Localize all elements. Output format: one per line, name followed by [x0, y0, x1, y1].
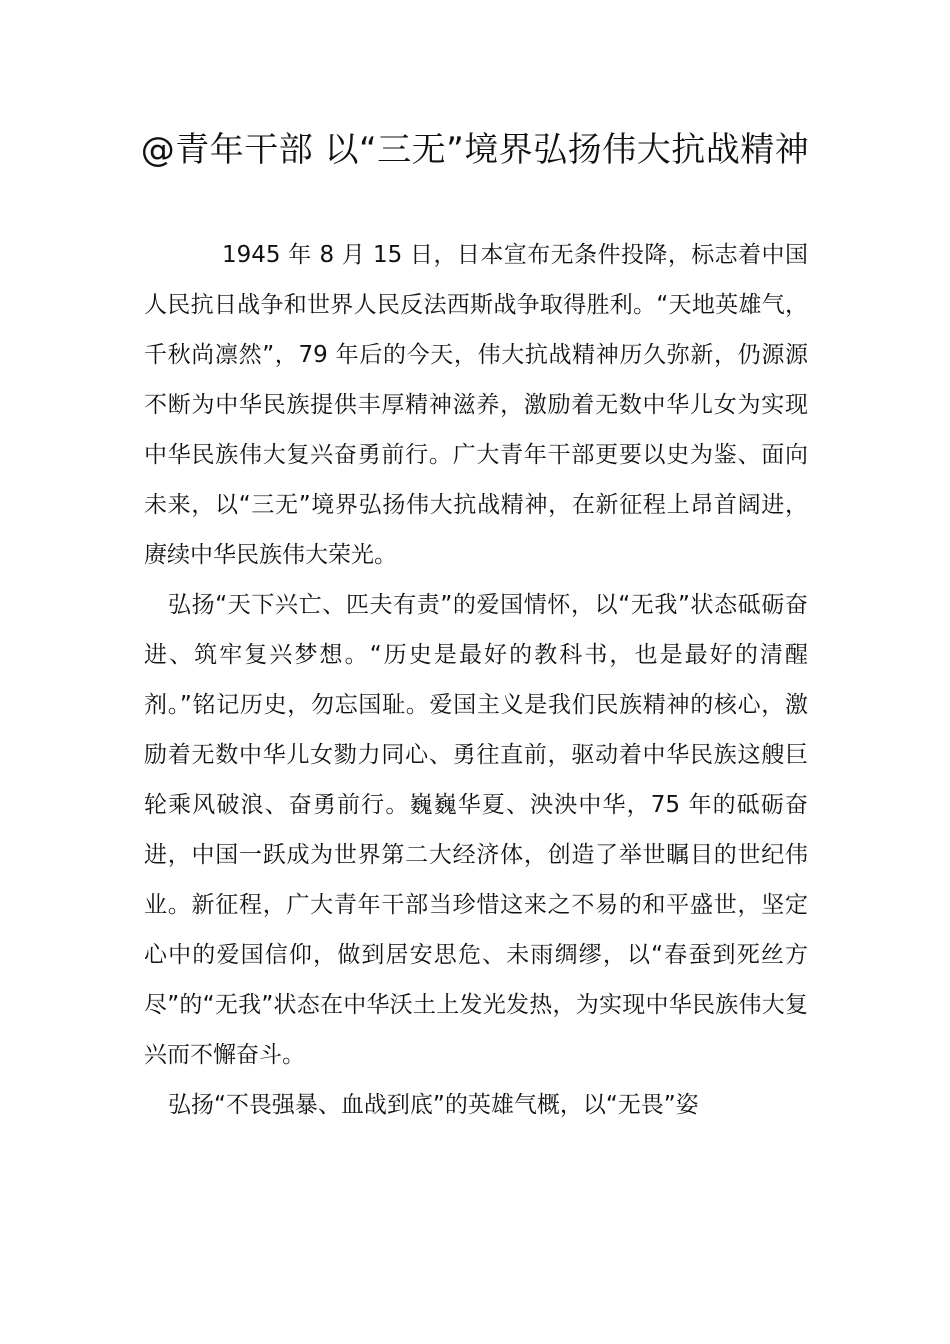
document-title: @青年干部 以“三无”境界弘扬伟大抗战精神 [140, 130, 810, 170]
paragraph-intro: 1945 年 8 月 15 日，日本宣布无条件投降，标志着中国人民抗日战争和世界人民反法西斯战争取得胜利。“天地英雄气，千秋尚凛然”，79 年后的今天，伟大抗战精神历久弥新，仍源源不断为中华民族提供丰厚精神滋养，激励着无数中华儿女为实现中华民族伟大复兴奋勇前行。广大青年干部更要以史为鉴、面向未来，以“三无”境界弘扬伟大抗战精神，在新征程上昂首阔进，赓续中华民族伟大荣光。 [144, 242, 808, 568]
document-body [144, 230, 808, 1130]
paragraph-patriotism: 弘扬“天下兴亡、匹夫有责”的爱国情怀，以“无我”状态砥砺奋进、筑牢复兴梦想。“历史是最好的教科书，也是最好的清醒剂。”铭记历史，勿忘国耻。爱国主义是我们民族精神的核心，激励着无数中华儿女勠力同心、勇往直前，驱动着中华民族这艘巨轮乘风破浪、奋勇前行。巍巍华夏、泱泱中华，75 年的砥砺奋进，中国一跃成为世界第二大经济体，创造了举世瞩目的世纪伟业。新征程，广大青年干部当珍惜这来之不易的和平盛世，坚定心中的爱国信仰，做到居安思危、未雨绸缪，以“春蚕到死丝方尽”的“无我”状态在中华沃土上发光发热，为实现中华民族伟大复兴而不懈奋斗。 [144, 592, 808, 1068]
paragraph-heroism: 弘扬“不畏强暴、血战到底”的英雄气概，以“无畏”姿 [168, 1092, 699, 1118]
